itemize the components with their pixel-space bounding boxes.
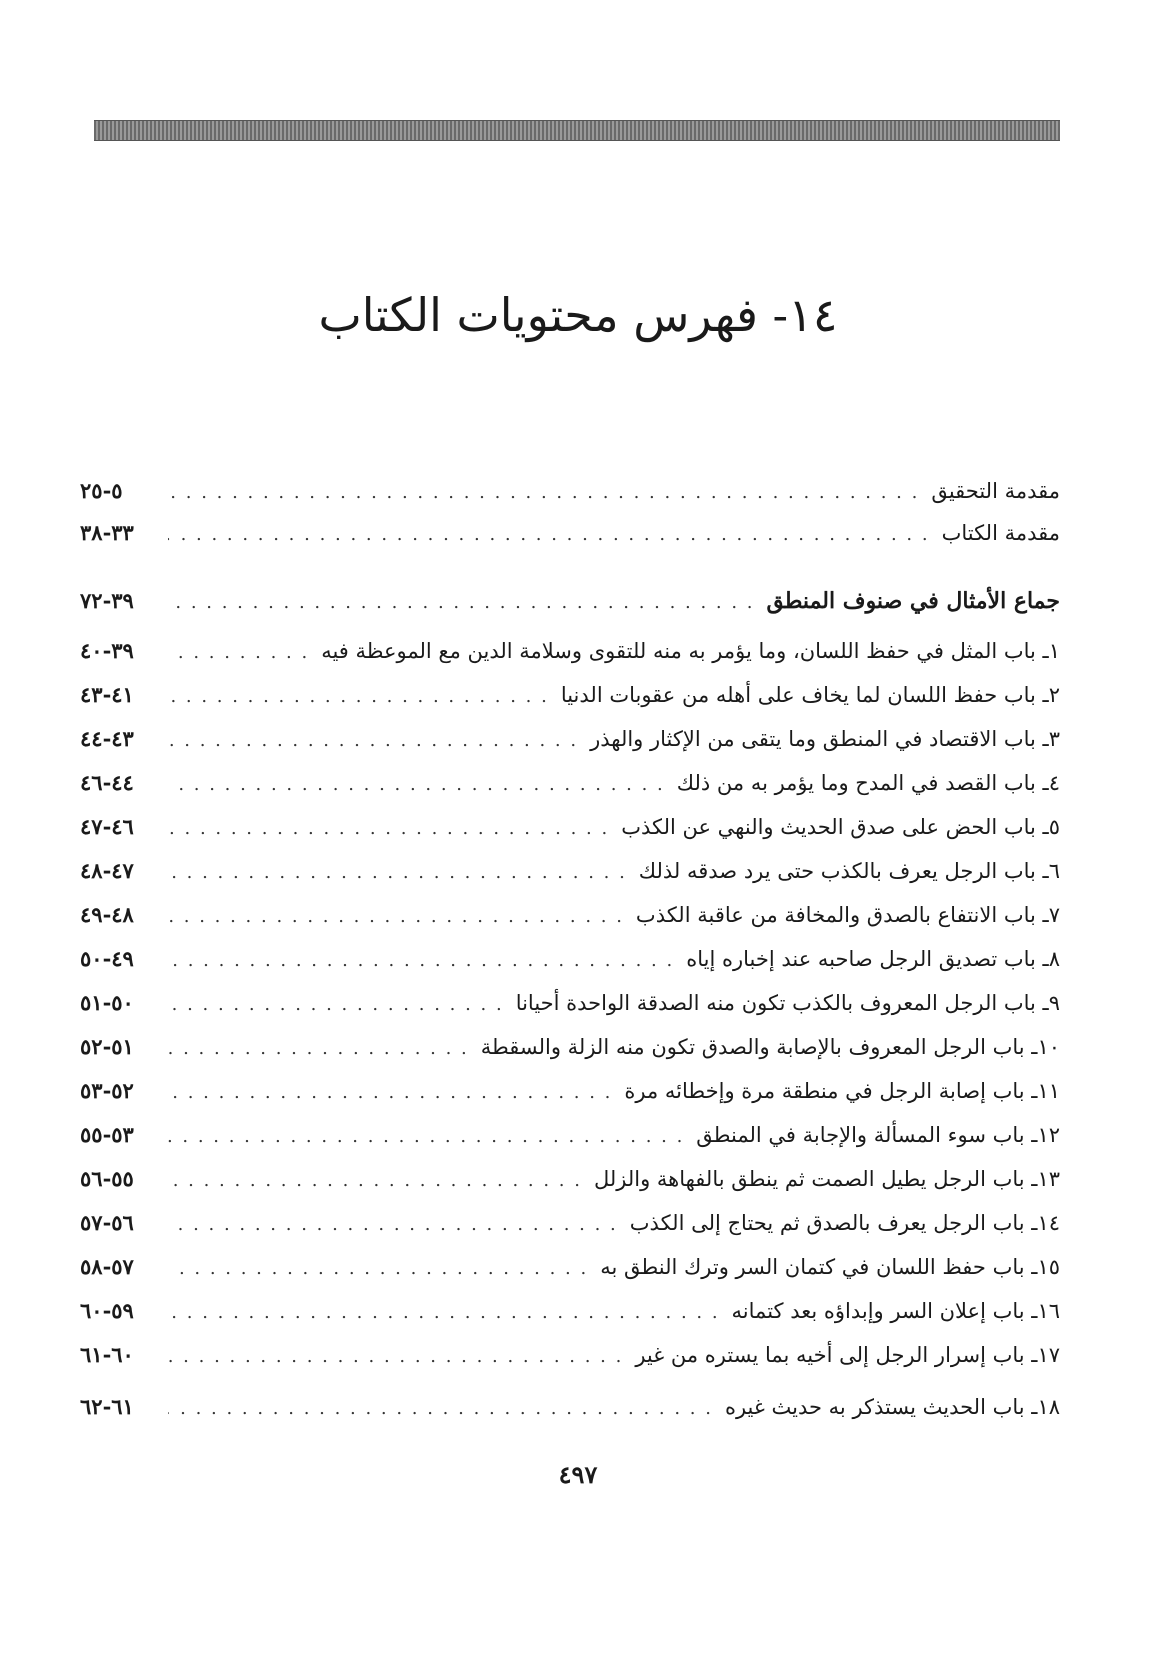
toc-row	[80, 726, 1060, 766]
toc-entry-pages: ٤٧-٤٨	[80, 858, 134, 883]
toc-entry-pages: ٥١-٥٢	[80, 1034, 134, 1059]
toc-entry-title: ٨ـ باب تصديق الرجل صاحبه عند إخباره إياه	[686, 947, 1060, 971]
toc-entry-title: ٣ـ باب الاقتصاد في المنطق وما يتقى من الإكثار والهذر	[590, 727, 1060, 751]
dot-leader	[168, 1038, 475, 1059]
toc-row	[80, 638, 1060, 678]
dot-leader	[168, 862, 633, 883]
toc-entry-pages: ٥٣-٥٥	[80, 1122, 134, 1147]
toc-entry-pages: ٦١-٦٢	[80, 1394, 134, 1419]
toc-row	[80, 682, 1060, 722]
toc-entry-pages: ٦٠-٦١	[80, 1342, 134, 1367]
toc-row	[80, 770, 1060, 810]
toc-entry-pages: ٥٢-٥٣	[80, 1078, 134, 1103]
toc-row	[80, 1122, 1060, 1162]
toc-entry-pages: ٥٥-٥٦	[80, 1166, 134, 1191]
toc-entry-title: ٧ـ باب الانتفاع بالصدق والمخافة من عاقبة الكذب	[635, 903, 1060, 927]
toc-entry-pages: ٣٣-٣٨	[80, 520, 134, 545]
toc-entry-pages: ٣٩-٤٠	[80, 638, 134, 663]
toc-row-intro-book	[80, 520, 1060, 560]
dot-leader	[168, 730, 584, 751]
toc-entry-title: ١٥ـ باب حفظ اللسان في كتمان السر وترك النطق به	[600, 1255, 1060, 1279]
toc-entry-pages: ٤٨-٤٩	[80, 902, 134, 927]
toc-row	[80, 1034, 1060, 1074]
toc-entry-title: ١٤ـ باب الرجل يعرف بالصدق ثم يحتاج إلى الكذب	[629, 1211, 1060, 1235]
toc-entry-title: ١٠ـ باب الرجل المعروف بالإصابة والصدق تكون منه الزلة والسقطة	[480, 1035, 1060, 1059]
toc-entry-title: ١٣ـ باب الرجل يطيل الصمت ثم ينطق بالفهاهة والزلل	[593, 1167, 1060, 1191]
toc-entry-title: مقدمة الكتاب	[941, 521, 1060, 545]
toc-entry-pages: ٥٦-٥٧	[80, 1210, 134, 1235]
toc-entry-pages: ٤٤-٤٦	[80, 770, 134, 795]
toc-entry-pages: ٥٧-٥٨	[80, 1254, 134, 1279]
toc-row	[80, 1342, 1060, 1382]
dot-leader	[168, 1398, 719, 1419]
toc-entry-pages: ٤٣-٤٤	[80, 726, 134, 751]
toc-entry-title: ١٢ـ باب سوء المسألة والإجابة في المنطق	[696, 1123, 1060, 1147]
page-number: ٤٩٧	[558, 1460, 598, 1489]
toc-section-heading	[80, 588, 1060, 628]
top-decorative-rule	[94, 120, 1060, 141]
toc-entry-title: ١٨ـ باب الحديث يستذكر به حديث غيره	[724, 1395, 1060, 1419]
toc-entry-title: ٢ـ باب حفظ اللسان لما يخاف على أهله من عقوبات الدنيا	[560, 683, 1060, 707]
toc-row	[80, 1254, 1060, 1294]
toc-section-pages: ٣٩-٧٢	[80, 588, 134, 613]
dot-leader	[168, 1214, 624, 1235]
toc-row	[80, 858, 1060, 898]
toc-entry-pages: ٤٦-٤٧	[80, 814, 134, 839]
page-title: ١٤- فهرس محتويات الكتاب	[318, 288, 838, 342]
toc-row	[80, 902, 1060, 942]
dot-leader	[168, 1302, 726, 1323]
dot-leader	[168, 482, 925, 503]
toc-entry-title: ٥ـ باب الحض على صدق الحديث والنهي عن الكذب	[621, 815, 1060, 839]
toc-entry-title: ٤ـ باب القصد في المدح وما يؤمر به من ذلك	[676, 771, 1060, 795]
dot-leader	[168, 592, 761, 613]
toc-entry-pages: ٥٩-٦٠	[80, 1298, 134, 1323]
toc-entry-pages: ٥-٢٥	[80, 478, 123, 503]
dot-leader	[168, 1258, 594, 1279]
toc-row	[80, 1166, 1060, 1206]
dot-leader	[168, 774, 671, 795]
toc-row	[80, 1298, 1060, 1338]
toc-entry-title: ١٧ـ باب إسرار الرجل إلى أخيه بما يستره من غير	[635, 1343, 1060, 1367]
toc-row	[80, 946, 1060, 986]
dot-leader	[168, 524, 936, 545]
toc-row	[80, 1394, 1060, 1434]
toc-row	[80, 1210, 1060, 1250]
dot-leader	[168, 1170, 588, 1191]
toc-entry-pages: ٤٩-٥٠	[80, 946, 134, 971]
dot-leader	[168, 1082, 618, 1103]
dot-leader	[168, 950, 680, 971]
toc-entry-title: ١٦ـ باب إعلان السر وإبداؤه بعد كتمانه	[731, 1299, 1060, 1323]
toc-entry-title: ٦ـ باب الرجل يعرف بالكذب حتى يرد صدقه لذلك	[638, 859, 1060, 883]
toc-row	[80, 1078, 1060, 1118]
dot-leader	[168, 1126, 690, 1147]
dot-leader	[168, 818, 615, 839]
toc-entry-title: مقدمة التحقيق	[931, 479, 1060, 503]
toc-entry-title: ٩ـ باب الرجل المعروف بالكذب تكون منه الصدقة الواحدة أحيانا	[515, 991, 1060, 1015]
dot-leader	[168, 906, 630, 927]
toc-entry-title: ١١ـ باب إصابة الرجل في منطقة مرة وإخطائه مرة	[624, 1079, 1060, 1103]
toc-row	[80, 814, 1060, 854]
toc-section-title: جماع الأمثال في صنوف المنطق	[766, 588, 1060, 614]
toc-row-intro-investigation	[80, 478, 1060, 518]
toc-entry-pages: ٥٠-٥١	[80, 990, 134, 1015]
dot-leader	[168, 686, 555, 707]
toc-entry-title: ١ـ باب المثل في حفظ اللسان، وما يؤمر به منه للتقوى وسلامة الدين مع الموعظة فيه	[321, 639, 1060, 663]
dot-leader	[168, 994, 510, 1015]
dot-leader	[168, 642, 315, 663]
dot-leader	[168, 1346, 629, 1367]
toc-row	[80, 990, 1060, 1030]
toc-entry-pages: ٤١-٤٣	[80, 682, 134, 707]
